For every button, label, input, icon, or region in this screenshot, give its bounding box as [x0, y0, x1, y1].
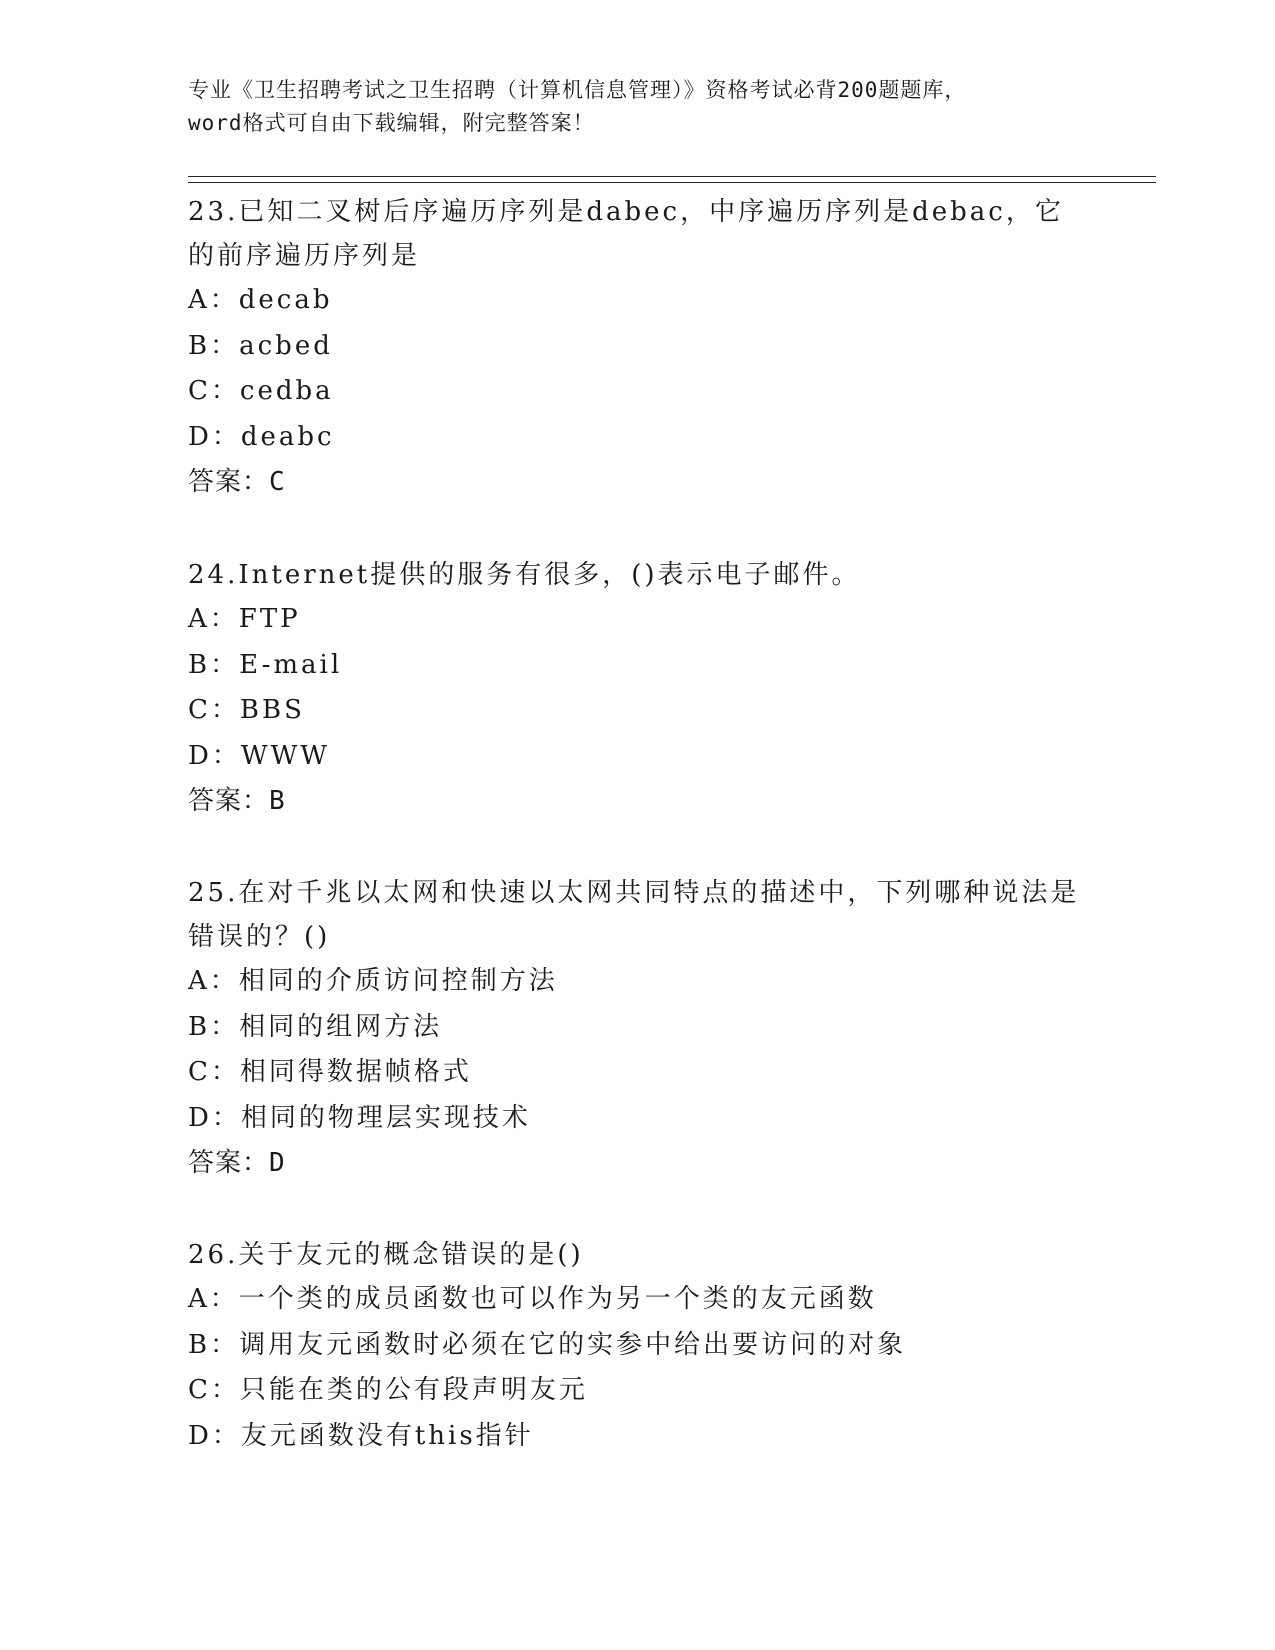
option-b: B：调用友元函数时必须在它的实参中给出要访问的对象 [188, 1329, 907, 1360]
option-c: C：BBS [188, 695, 305, 725]
option-a: A：decab [188, 285, 333, 315]
option-c: C：cedba [188, 376, 334, 406]
question-stem: 23.已知二叉树后序遍历序列是dabec，中序遍历序列是debac，它的前序遍历序列是 [188, 197, 1064, 271]
option-a: A：一个类的成员函数也可以作为另一个类的友元函数 [188, 1284, 877, 1314]
question-stem: 24.Internet提供的服务有很多，()表示电子邮件。 [188, 560, 861, 590]
question-23 [188, 190, 1088, 504]
option-a: A：FTP [188, 604, 301, 634]
answer: 答案：B [188, 786, 286, 816]
option-d: D：相同的物理层实现技术 [188, 1102, 531, 1133]
option-b: B：acbed [188, 330, 333, 361]
answer: 答案：C [188, 467, 286, 497]
option-c: C：相同得数据帧格式 [188, 1057, 472, 1087]
option-d: D：友元函数没有this指针 [188, 1420, 534, 1451]
question-stem: 25.在对千兆以太网和快速以太网共同特点的描述中，下列哪种说法是错误的？() [188, 878, 1080, 952]
question-24 [188, 553, 1088, 823]
question-stem: 26.关于友元的概念错误的是() [188, 1240, 584, 1270]
question-25 [188, 871, 1088, 1185]
header-divider-bottom [188, 182, 1156, 183]
option-d: D：WWW [188, 740, 331, 771]
header-line-2: word格式可自由下载编辑，附完整答案！ [188, 111, 595, 135]
option-c: C：只能在类的公有段声明友元 [188, 1375, 588, 1405]
option-b: B：相同的组网方法 [188, 1011, 443, 1042]
option-b: B：E-mail [188, 649, 343, 680]
header-divider-top [188, 176, 1156, 177]
document-header [188, 74, 1088, 140]
option-d: D：deabc [188, 421, 335, 452]
answer: 答案：D [188, 1148, 286, 1178]
header-line-1: 专业《卫生招聘考试之卫生招聘（计算机信息管理）》资格考试必背200题题库， [188, 78, 967, 102]
question-26 [188, 1233, 1088, 1459]
option-a: A：相同的介质访问控制方法 [188, 966, 558, 996]
